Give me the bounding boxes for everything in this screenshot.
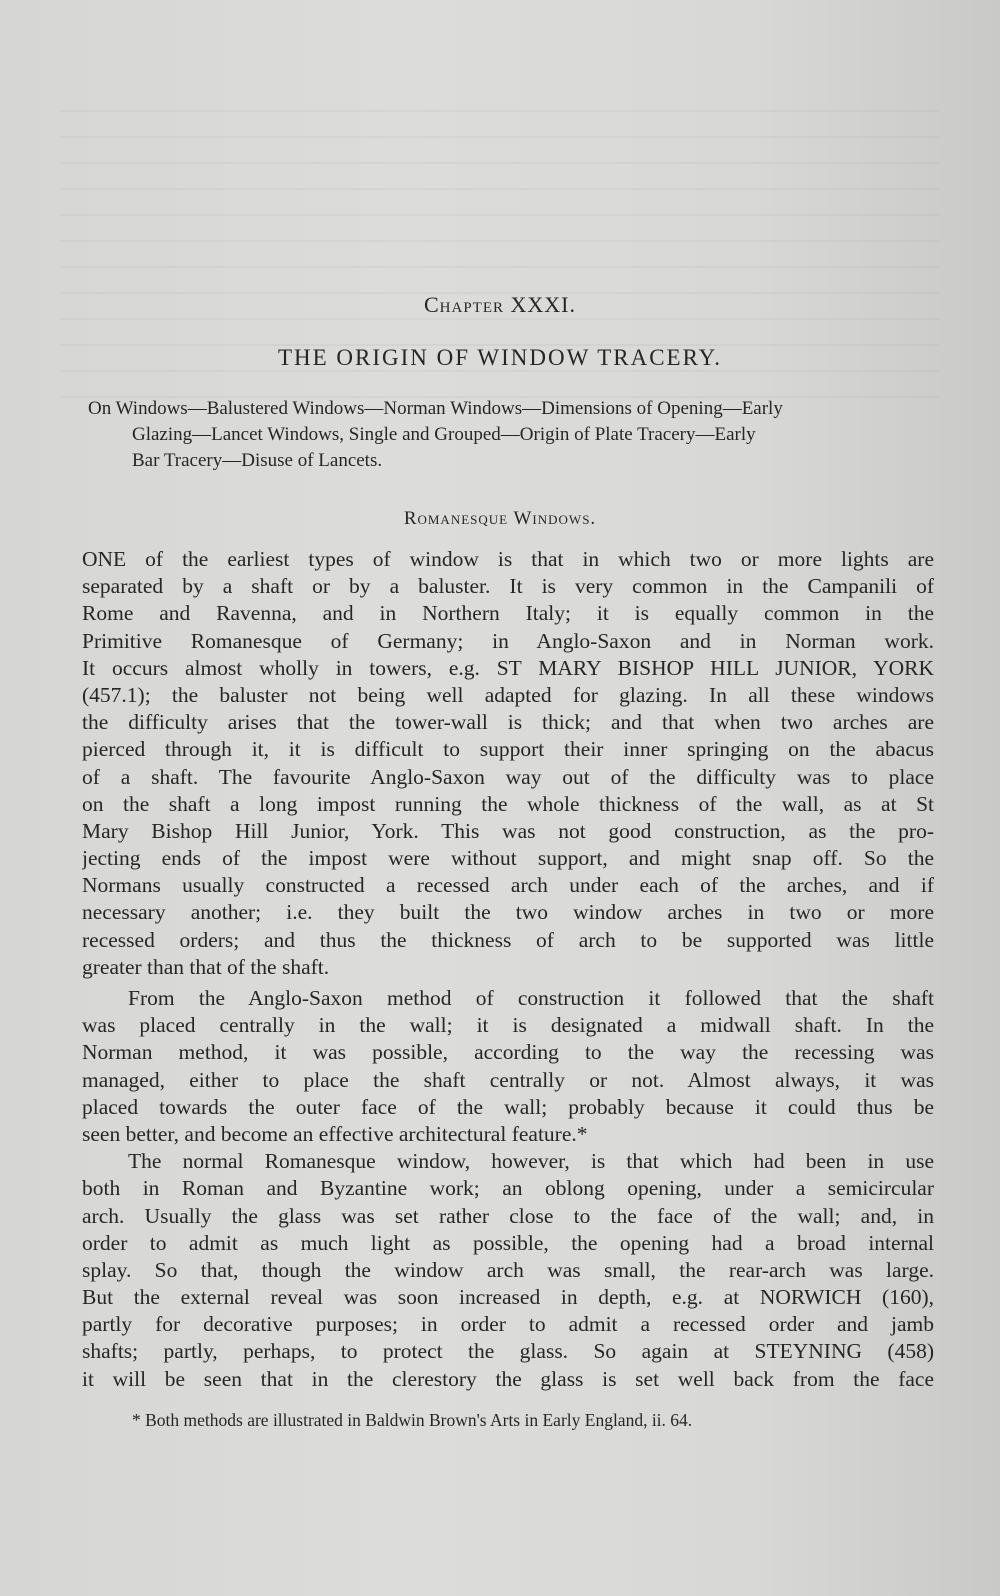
text-line: the difficulty arises that the tower-wall is thick; and that when two arches are: [82, 710, 934, 735]
text-line: necessary another; i.e. they built the two window arches in two or more: [82, 900, 934, 925]
text-line: recessed orders; and thus the thickness of arch to be supported was little: [82, 927, 934, 952]
text-line: Primitive Romanesque of Germany; in Anglo-Saxon and in Norman work.: [82, 628, 934, 653]
text-line: order to admit as much light as possible, the opening had a broad internal: [82, 1230, 934, 1255]
text-line: Norman method, it was possible, according to the way the recessing was: [82, 1040, 934, 1065]
chapter-synopsis: [88, 396, 933, 474]
text-line: Rome and Ravenna, and in Northern Italy; it is equally common in the: [82, 601, 934, 626]
text-line: shafts; partly, perhaps, to protect the glass. So again at STEYNING (458): [82, 1339, 934, 1364]
text-line: ONE of the earliest types of window is that in which two or more lights are: [82, 547, 934, 571]
text-line: managed, either to place the shaft centrally or not. Almost always, it was: [82, 1067, 934, 1092]
synopsis-line: Bar Tracery—Disuse of Lancets.: [132, 450, 383, 471]
text-line: was placed centrally in the wall; it is designated a midwall shaft. In the: [82, 1013, 934, 1038]
text-line: jecting ends of the impost were without support, and might snap off. So the: [82, 846, 934, 871]
synopsis-line: On Windows—Balustered Windows—Norman Windows—Dimensions of Opening—Early: [88, 398, 783, 419]
text-line: placed towards the outer face of the wall; probably because it could thus be: [82, 1094, 934, 1119]
text-line: both in Roman and Byzantine work; an oblong opening, under a semicircular: [82, 1176, 934, 1201]
section-heading: Romanesque Windows.: [403, 508, 597, 529]
text-line: From the Anglo-Saxon method of construction it followed that the shaft: [128, 986, 934, 1010]
text-line: pierced through it, it is difficult to support their inner springing on the abacus: [82, 737, 934, 762]
text-line: it will be seen that in the clerestory the glass is set well back from the face: [82, 1366, 934, 1391]
body-text: [82, 546, 934, 1393]
text-line: But the external reveal was soon increased in depth, e.g. at NORWICH (160),: [82, 1285, 934, 1310]
text-line: arch. Usually the glass was set rather close to the face of the wall; and, in: [82, 1203, 934, 1228]
footnote: * Both methods are illustrated in Baldwin Brown's Arts in Early England, ii. 64.: [132, 1410, 693, 1430]
text-line: Normans usually constructed a recessed arch under each of the arches, and if: [82, 873, 934, 898]
text-line: The normal Romanesque window, however, is that which had been in use: [128, 1149, 934, 1174]
chapter-title: THE ORIGIN OF WINDOW TRACERY.: [277, 345, 723, 370]
text-line: on the shaft a long impost running the whole thickness of the wall, as at St: [82, 791, 934, 816]
text-line: of a shaft. The favourite Anglo-Saxon way out of the difficulty was to place: [82, 764, 934, 789]
text-line: separated by a shaft or by a baluster. It is very common in the Campanili of: [82, 574, 934, 599]
synopsis-line: Glazing—Lancet Windows, Single and Grouped—Origin of Plate Tracery—Early: [132, 424, 756, 445]
text-line: splay. So that, though the window arch was small, the rear-arch was large.: [82, 1257, 934, 1282]
text-line: Mary Bishop Hill Junior, York. This was not good construction, as the pro-: [82, 818, 934, 843]
chapter-heading: Chapter XXXI.: [423, 292, 576, 317]
text-line: seen better, and become an effective architectural feature.*: [82, 1121, 588, 1146]
text-line: partly for decorative purposes; in order to admit a recessed order and jamb: [82, 1312, 934, 1337]
text-line: (457.1); the baluster not being well adapted for glazing. In all these windows: [82, 682, 934, 707]
text-line: It occurs almost wholly in towers, e.g. ST MARY BISHOP HILL JUNIOR, YORK: [82, 655, 934, 680]
text-line: greater than that of the shaft.: [82, 954, 330, 979]
